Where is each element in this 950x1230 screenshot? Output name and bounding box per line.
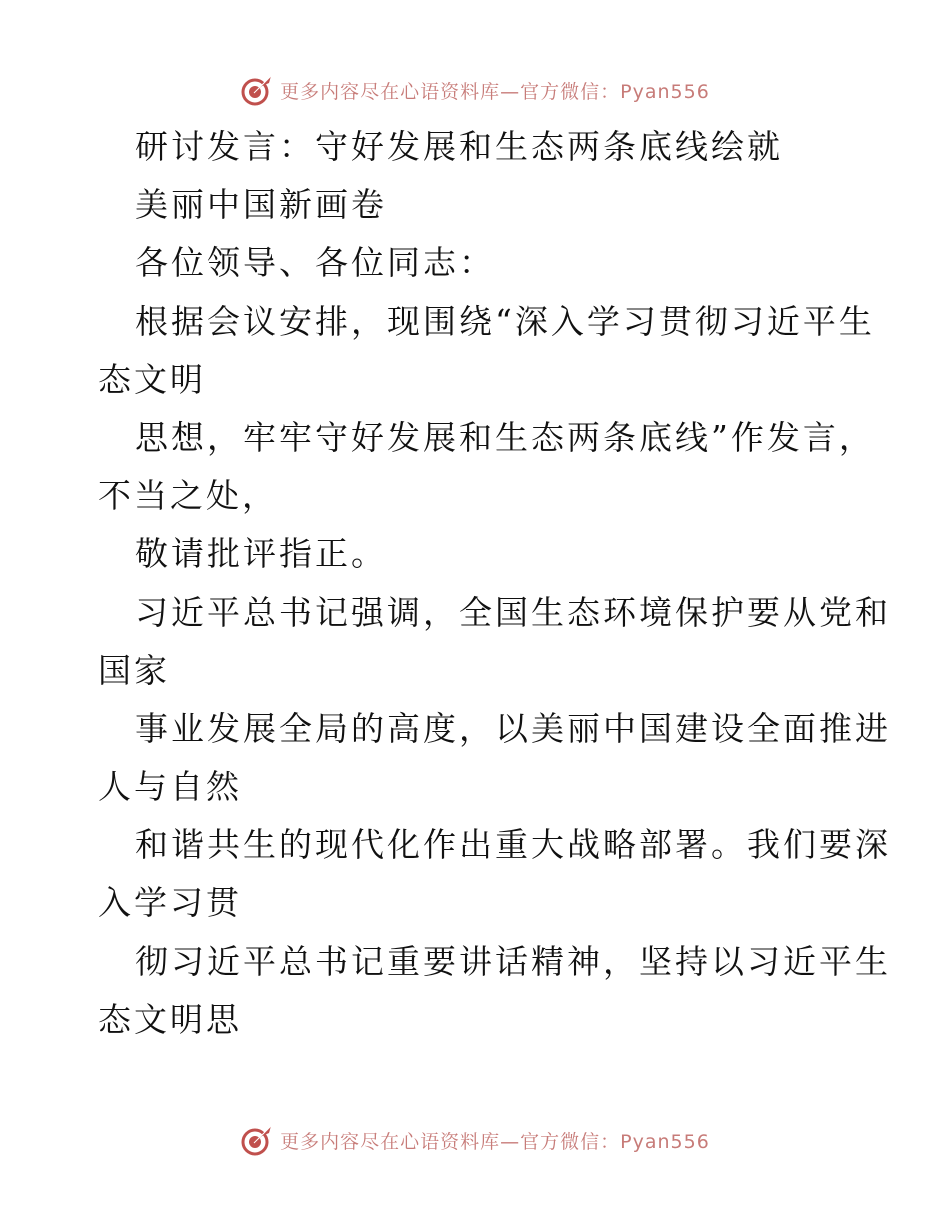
header-banner <box>0 70 950 110</box>
paragraph-line: 人与自然 <box>98 767 242 807</box>
paragraph-line: 态文明 <box>98 359 206 399</box>
quill-logo-icon <box>240 73 274 107</box>
footer-banner <box>0 1120 950 1160</box>
salutation: 各位领导、各位同志： <box>135 243 495 283</box>
doc-title-line-2: 美丽中国新画卷 <box>135 185 387 225</box>
paragraph-line: 态文明思 <box>98 999 242 1039</box>
quill-logo-icon <box>240 1123 274 1157</box>
paragraph-line: 敬请批评指正。 <box>135 534 387 574</box>
header-banner-text: 更多内容尽在心语资料库—官方微信：Pyan556 <box>280 80 710 103</box>
paragraph-line: 国家 <box>98 650 170 690</box>
paragraph-line: 不当之处， <box>98 476 278 516</box>
footer-banner-text: 更多内容尽在心语资料库—官方微信：Pyan556 <box>280 1130 710 1153</box>
paragraph-line: 彻习近平总书记重要讲话精神，坚持以习近平生 <box>135 941 891 981</box>
paragraph-line: 事业发展全局的高度，以美丽中国建设全面推进 <box>135 708 891 748</box>
paragraph-line: 根据会议安排，现围绕“深入学习贯彻习近平生 <box>135 301 875 341</box>
document-body <box>98 118 891 1049</box>
paragraph-line: 习近平总书记强调，全国生态环境保护要从党和 <box>135 592 891 632</box>
doc-title-line-1: 研讨发言：守好发展和生态两条底线绘就 <box>135 127 783 166</box>
paragraph-line: 思想，牢牢守好发展和生态两条底线”作发言， <box>135 417 875 457</box>
paragraph-line: 和谐共生的现代化作出重大战略部署。我们要深 <box>135 825 891 865</box>
paragraph-line: 入学习贯 <box>98 883 242 923</box>
